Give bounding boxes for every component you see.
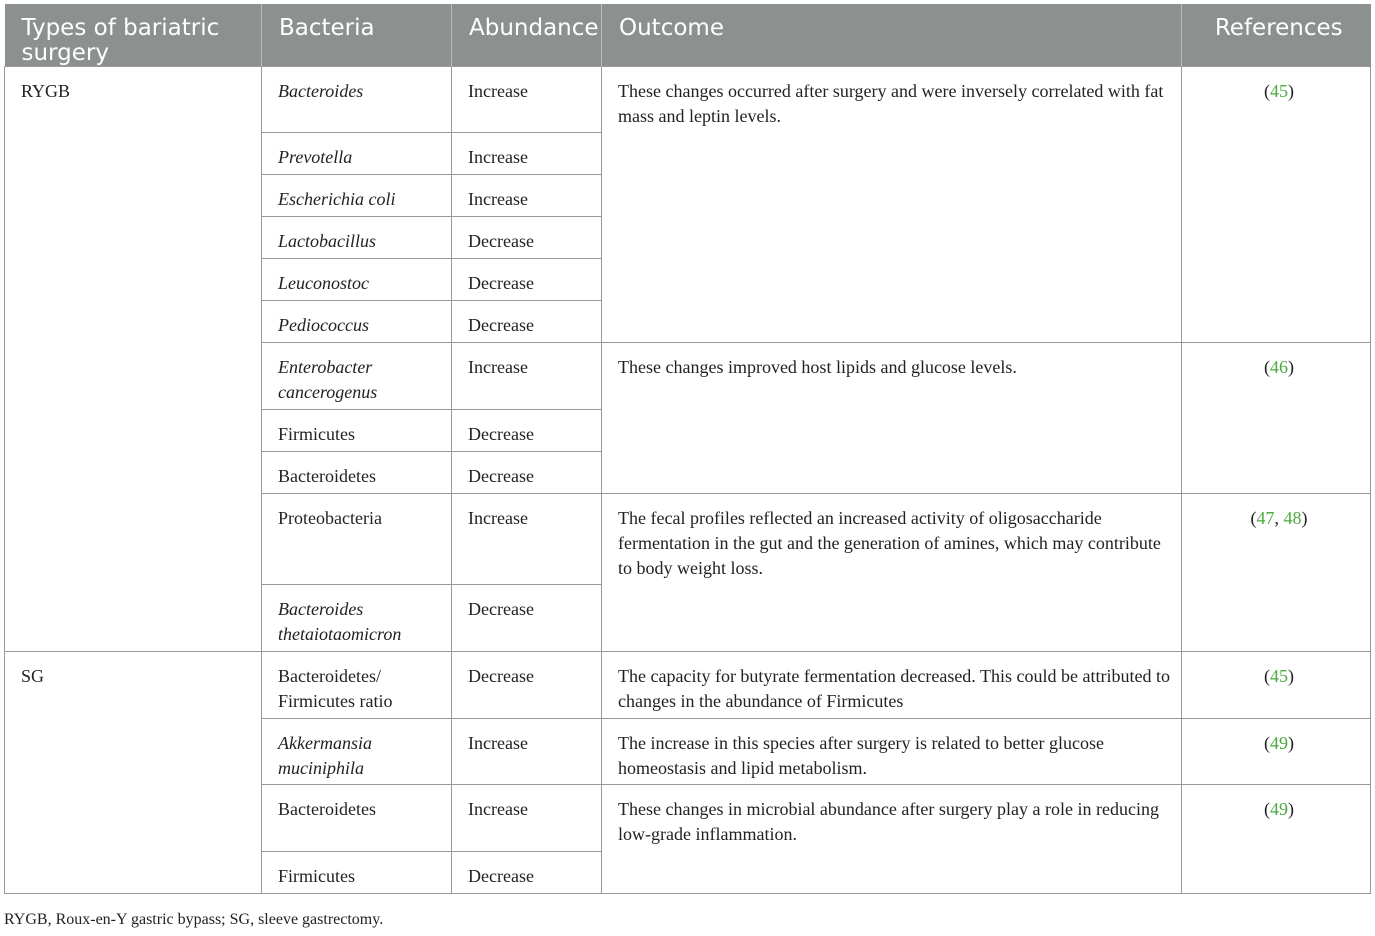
abundance-cell: Decrease	[452, 217, 602, 259]
references-cell: (45)	[1182, 652, 1371, 719]
surgery-type-cell: RYGB	[5, 67, 262, 652]
reference-link[interactable]: 48	[1283, 508, 1302, 528]
outcome-cell: The capacity for butyrate fermentation decreased. This could be attributed to changes in the abundance of Firmicutes	[602, 652, 1182, 719]
abundance-cell: Decrease	[452, 301, 602, 343]
abundance-cell: Decrease	[452, 652, 602, 719]
bacteria-cell: Firmicutes	[262, 410, 452, 452]
outcome-cell: These changes improved host lipids and glucose levels.	[602, 343, 1182, 494]
bacteria-cell: Akkermansia muciniphila	[262, 719, 452, 785]
abundance-cell: Decrease	[452, 410, 602, 452]
bacteria-cell: Lactobacillus	[262, 217, 452, 259]
abundance-cell: Increase	[452, 133, 602, 175]
outcome-cell: The increase in this species after surgery is related to better glucose homeostasis and lipid metabolism.	[602, 719, 1182, 785]
bacteria-cell: Bacteroides thetaiotaomicron	[262, 585, 452, 652]
abundance-cell: Decrease	[452, 585, 602, 652]
bacteria-cell: Bacteroidetes	[262, 452, 452, 494]
bariatric-surgery-table	[4, 4, 1371, 894]
outcome-cell: These changes in microbial abundance after surgery play a role in reducing low-grade inflammation.	[602, 785, 1182, 894]
bacteria-cell: Enterobacter cancerogenus	[262, 343, 452, 410]
reference-link[interactable]: 45	[1270, 81, 1288, 101]
bacteria-cell: Prevotella	[262, 133, 452, 175]
bacteria-cell: Bacteroidetes/ Firmicutes ratio	[262, 652, 452, 719]
outcome-cell: These changes occurred after surgery and were inversely correlated with fat mass and leptin levels.	[602, 67, 1182, 343]
reference-link[interactable]: 46	[1270, 357, 1288, 377]
header-abundance: Abundance	[452, 4, 602, 67]
bacteria-cell: Pediococcus	[262, 301, 452, 343]
header-references: References	[1182, 4, 1371, 67]
table-footnote: RYGB, Roux-en-Y gastric bypass; SG, sleeve gastrectomy.	[4, 911, 384, 928]
reference-link[interactable]: 47	[1256, 508, 1275, 528]
abundance-cell: Increase	[452, 175, 602, 217]
abundance-cell: Decrease	[452, 259, 602, 301]
table-row	[5, 652, 1371, 719]
bacteria-cell: Bacteroides	[262, 67, 452, 133]
bacteria-cell: Proteobacteria	[262, 494, 452, 585]
abundance-cell: Increase	[452, 67, 602, 133]
abundance-cell: Increase	[452, 343, 602, 410]
reference-link[interactable]: 49	[1270, 799, 1288, 819]
reference-link[interactable]: 49	[1270, 733, 1288, 753]
references-cell: (45)	[1182, 67, 1371, 343]
references-cell: (49)	[1182, 785, 1371, 894]
bacteria-cell: Leuconostoc	[262, 259, 452, 301]
reference-link[interactable]: 45	[1270, 666, 1288, 686]
abundance-cell: Increase	[452, 719, 602, 785]
bacteria-cell: Firmicutes	[262, 852, 452, 894]
surgery-type-cell: SG	[5, 652, 262, 894]
references-cell: (47, 48)	[1182, 494, 1371, 652]
abundance-cell: Decrease	[452, 452, 602, 494]
bacteria-cell: Bacteroidetes	[262, 785, 452, 852]
header-surgery-type: Types of bariatric surgery	[5, 4, 262, 67]
header-bacteria: Bacteria	[262, 4, 452, 67]
abundance-cell: Decrease	[452, 852, 602, 894]
table-container	[4, 4, 1370, 894]
bacteria-cell: Escherichia coli	[262, 175, 452, 217]
header-row	[5, 4, 1371, 67]
abundance-cell: Increase	[452, 785, 602, 852]
outcome-cell: The fecal profiles reflected an increased activity of oligosaccharide fermentation in the gut and the generation of amines, which may contribute to body weight loss.	[602, 494, 1182, 652]
references-cell: (46)	[1182, 343, 1371, 494]
abundance-cell: Increase	[452, 494, 602, 585]
header-outcome: Outcome	[602, 4, 1182, 67]
table-row	[5, 67, 1371, 133]
references-cell: (49)	[1182, 719, 1371, 785]
